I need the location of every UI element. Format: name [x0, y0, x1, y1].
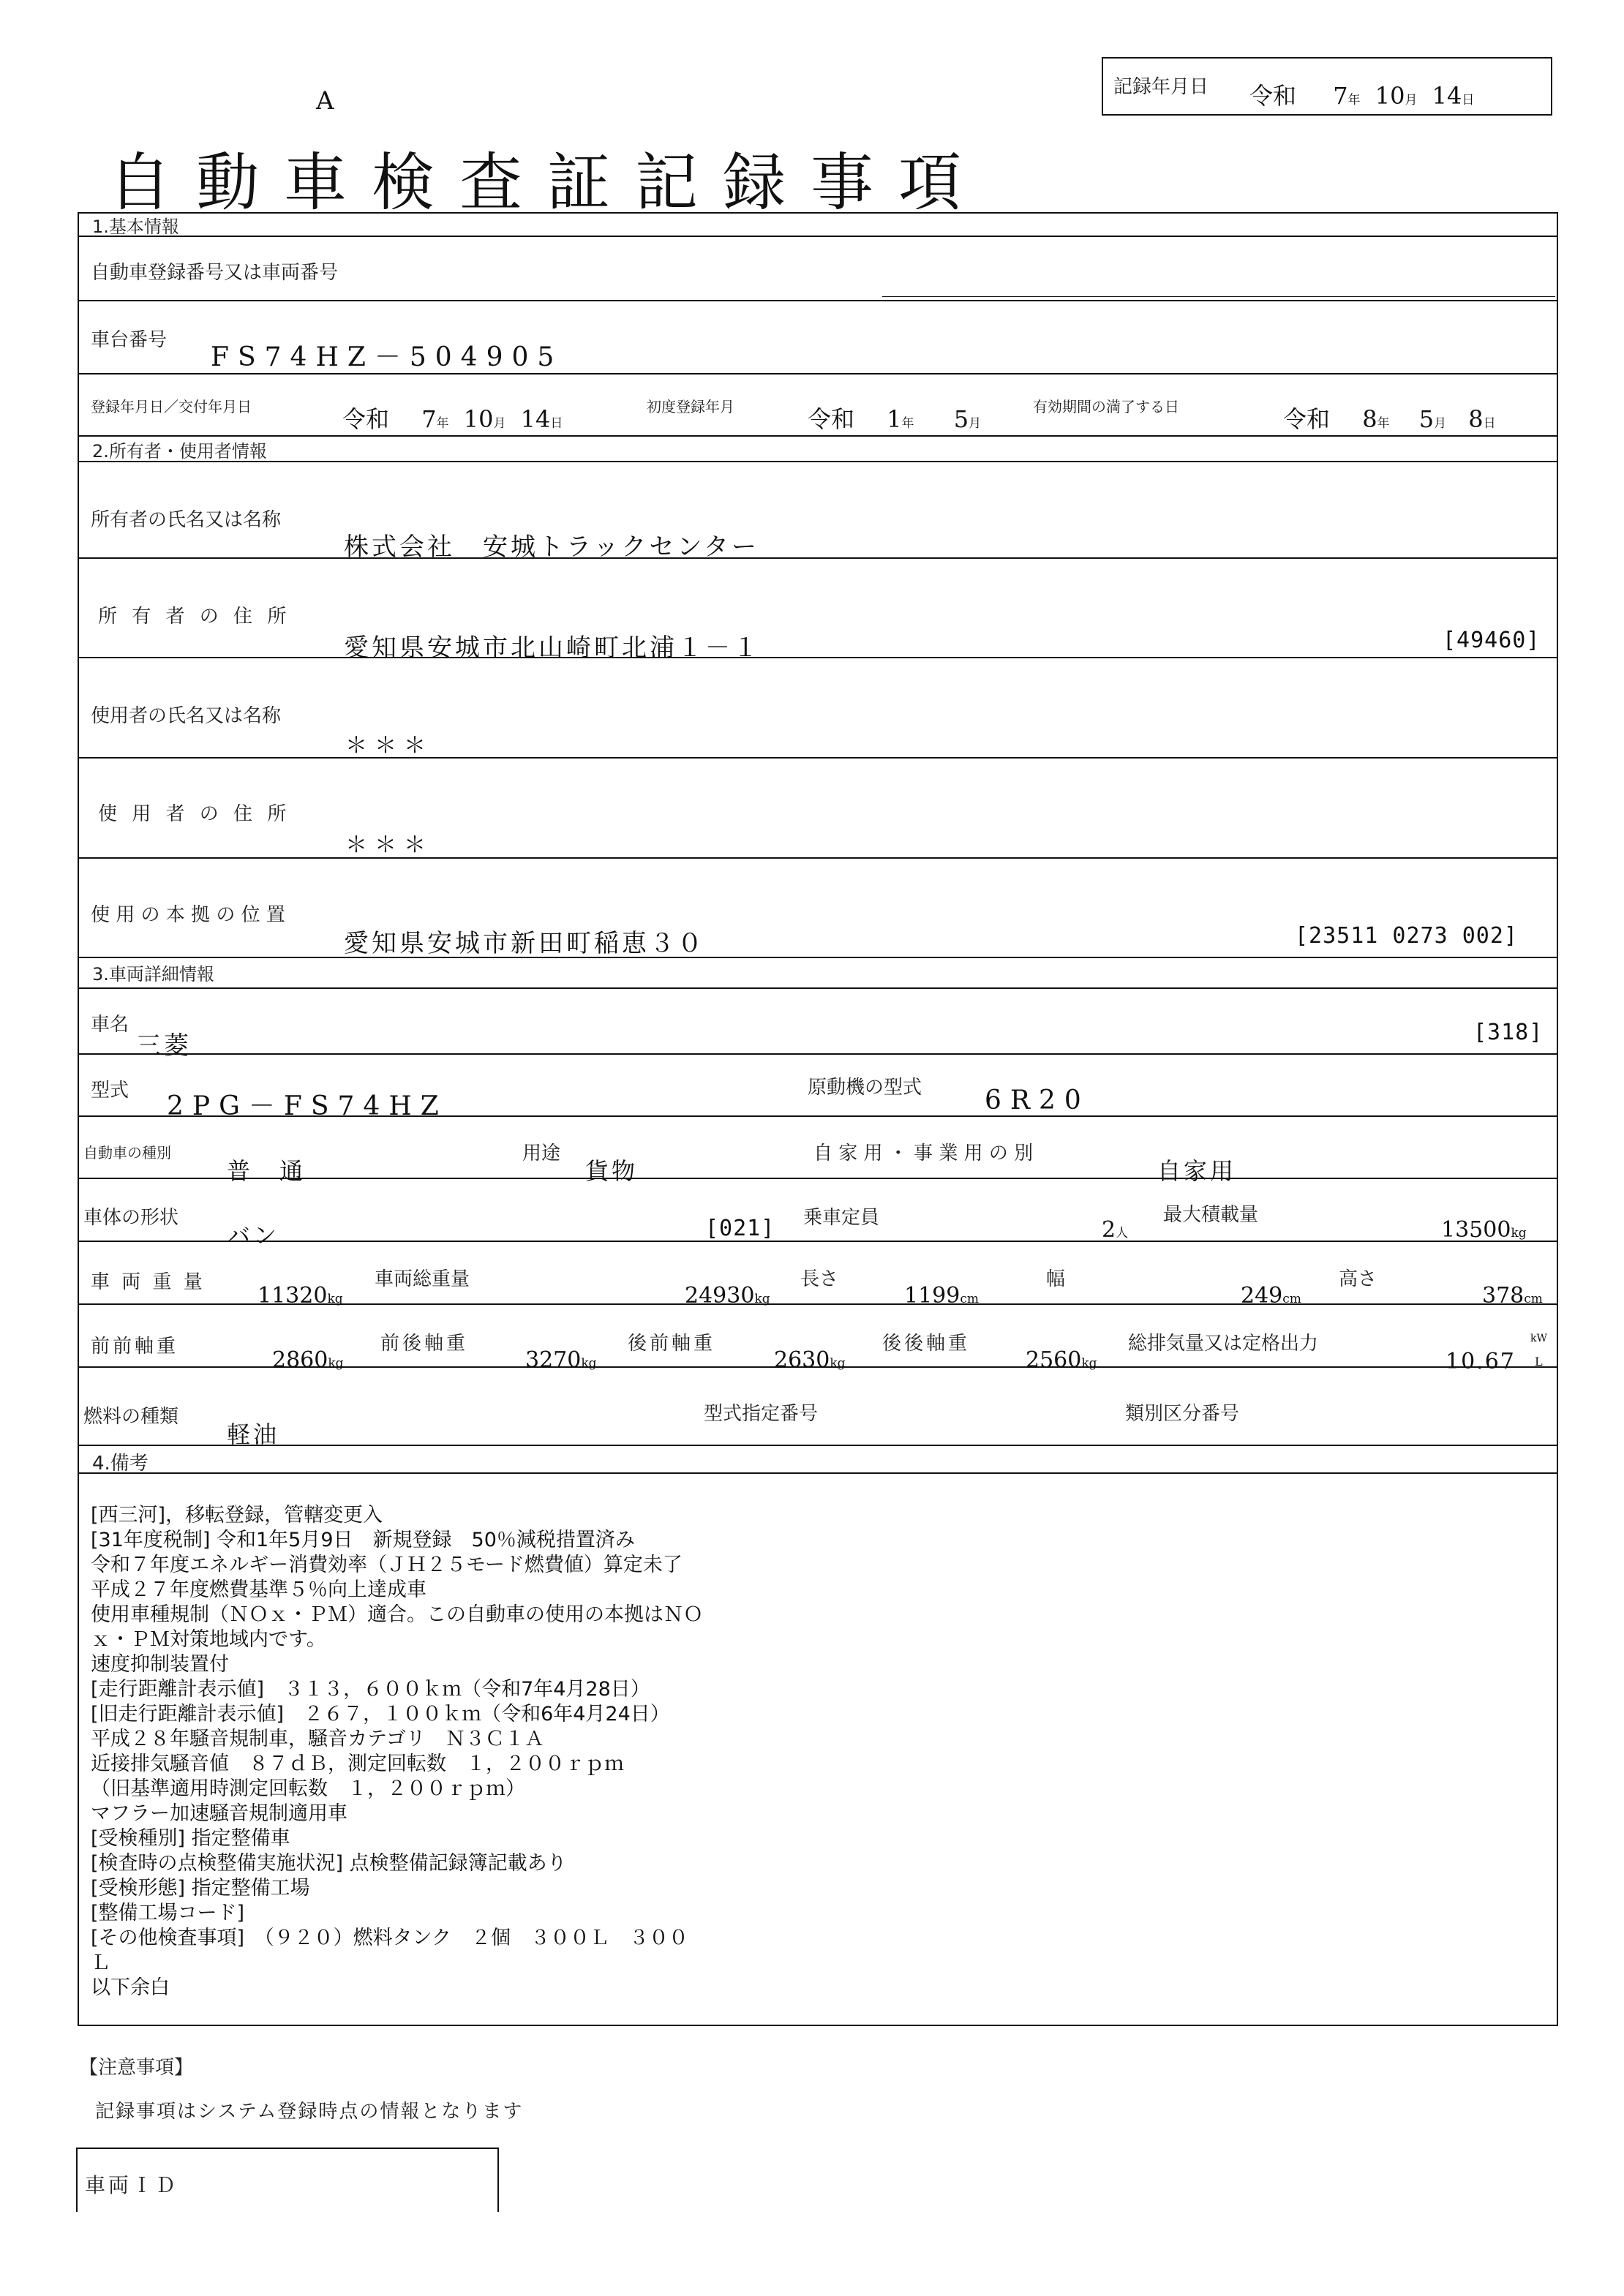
length-number: 1199	[904, 1283, 961, 1309]
remark-line: 以下余白	[91, 1976, 170, 1999]
expiry-day: 8	[1468, 405, 1484, 433]
record-date-label: 記録年月日	[1113, 76, 1209, 98]
gross-label: 車両総重量	[375, 1268, 470, 1290]
kind-label: 自動車の種別	[83, 1144, 171, 1162]
corner-mark: A	[316, 86, 334, 116]
capacity-value	[1102, 1217, 1128, 1243]
rule	[78, 957, 1558, 958]
reg-date-day: 14	[520, 405, 551, 433]
remark-line: [その他検査事項] （９２０）燃料タンク ２個 ３００Ｌ ３００	[91, 1927, 689, 1949]
remark-line: 平成２８年騒音規制車，騒音カテゴリ Ｎ３Ｃ１Ａ	[91, 1728, 544, 1750]
first-reg-era: 令和	[808, 405, 855, 433]
vehicle-id-label: 車両ＩＤ	[85, 2173, 179, 2197]
height-number: 378	[1482, 1283, 1525, 1309]
vehicle-name: 三菱	[136, 1031, 192, 1061]
height-unit: cm	[1524, 1292, 1543, 1306]
record-date-month-unit: 月	[1405, 93, 1418, 108]
length-label: 長さ	[800, 1268, 839, 1290]
use-label: 用途	[522, 1143, 561, 1164]
owner-addr-code: [49460]	[1443, 628, 1541, 653]
notes-text: 記録事項はシステム登録時点の情報となります	[95, 2101, 524, 2123]
body-value: バン	[227, 1222, 280, 1249]
remark-line: 近接排気騒音値 ８７ｄＢ，測定回転数 １，２００ｒｐｍ	[91, 1753, 624, 1775]
remark-line: [旧走行距離計表示値] ２６７，１００ｋｍ（令和6年4月24日）	[91, 1703, 670, 1725]
ff-axle-value	[272, 1347, 344, 1373]
engine-label: 原動機の型式	[808, 1077, 922, 1099]
section-vehicle-header: 3.車両詳細情報	[92, 964, 214, 985]
remark-line: マフラー加速騒音規制適用車	[91, 1802, 347, 1825]
reg-date-year: 7	[421, 405, 437, 433]
first-reg-label: 初度登録年月	[647, 398, 734, 415]
rule	[78, 557, 1558, 559]
class-no-label: 類別区分番号	[1125, 1403, 1240, 1425]
remark-line: （旧基準適用時測定回転数 １，２００ｒｐｍ）	[91, 1777, 525, 1800]
rule	[78, 987, 1558, 989]
ff-axle-label: 前前軸重	[91, 1336, 179, 1358]
reg-date-day-unit: 日	[550, 416, 563, 431]
record-date-year-unit: 年	[1347, 93, 1361, 108]
capacity-number: 2	[1102, 1217, 1116, 1243]
fuel-value: 軽油	[227, 1420, 280, 1448]
ff-axle-unit: kg	[328, 1356, 344, 1371]
rr-axle-value	[1026, 1347, 1097, 1373]
vehicle-name-label: 車名	[91, 1014, 129, 1036]
section-remarks-header: 4.備考	[92, 1453, 149, 1475]
reg-date-era: 令和	[342, 405, 390, 433]
owner-name: 株式会社 安城トラックセンター	[344, 532, 759, 562]
weight-unit: kg	[327, 1292, 343, 1306]
expiry-month-unit: 月	[1434, 416, 1447, 431]
reg-date-label: 登録年月日／交付年月日	[91, 398, 252, 415]
first-reg-month: 5	[953, 405, 969, 433]
first-reg-value	[808, 401, 981, 434]
rf-axle-unit: kg	[830, 1356, 846, 1371]
length-value	[904, 1283, 979, 1309]
max-load-label: 最大積載量	[1163, 1204, 1259, 1226]
reg-date-year-unit: 年	[436, 416, 449, 431]
rr-axle-label: 後後軸重	[882, 1333, 971, 1355]
rule	[78, 435, 1558, 437]
base-label: 使 用 の 本 拠 の 位 置	[91, 904, 285, 926]
remark-line: [整備工場コード]	[91, 1902, 245, 1924]
remark-line: [西三河]，移転登録，管轄変更入	[91, 1504, 383, 1527]
section-basic-header: 1.基本情報	[92, 217, 179, 237]
remark-line: 平成２７年度燃費基準５％向上達成車	[91, 1578, 426, 1601]
record-date-year: 7	[1333, 82, 1348, 110]
rule	[78, 461, 1558, 462]
max-load-value	[1441, 1217, 1527, 1243]
engine-value: 6R20	[985, 1085, 1090, 1115]
rf-axle-number: 2630	[774, 1347, 830, 1373]
rule	[78, 657, 1558, 658]
fr-axle-label: 前後軸重	[380, 1333, 469, 1355]
remark-line: 速度抑制装置付	[91, 1653, 229, 1676]
weight-label: 車 両 重 量	[91, 1271, 206, 1293]
rule	[78, 236, 1558, 237]
rule	[78, 1053, 1558, 1055]
gross-number: 24930	[685, 1283, 755, 1309]
document-title: 自動車検査証記録事項	[108, 146, 986, 219]
kind-value: 普 通	[227, 1157, 307, 1185]
first-reg-month-unit: 月	[969, 416, 982, 431]
vehicle-name-code: [318]	[1473, 1020, 1544, 1045]
model-value: 2PG－FS74HZ	[167, 1091, 448, 1121]
weight-value	[257, 1283, 343, 1309]
expiry-label: 有効期間の満了する日	[1033, 398, 1179, 415]
rule	[78, 1241, 1558, 1242]
body-label: 車体の形状	[83, 1207, 179, 1229]
expiry-day-unit: 日	[1483, 416, 1496, 431]
private-value: 自家用	[1157, 1157, 1237, 1185]
fr-axle-unit: kg	[581, 1356, 597, 1371]
ff-axle-number: 2860	[272, 1347, 328, 1373]
remark-line: ｘ・ＰＭ対策地域内です。	[91, 1628, 326, 1651]
max-load-number: 13500	[1441, 1217, 1511, 1243]
width-number: 249	[1241, 1283, 1283, 1309]
remarks-list	[91, 1503, 1188, 2000]
displacement-value: 10.67	[1446, 1349, 1516, 1374]
record-date-month: 10	[1375, 82, 1405, 110]
expiry-year: 8	[1362, 405, 1377, 433]
chassis-label: 車台番号	[91, 329, 168, 351]
remark-line: [検査時の点検整備実施状況] 点検整備記録簿記載あり	[91, 1852, 567, 1875]
first-reg-year: 1	[887, 405, 902, 433]
notes-header: 【注意事項】	[79, 2057, 194, 2079]
height-label: 高さ	[1339, 1268, 1377, 1290]
chassis-value: FS74HZ－504905	[211, 342, 563, 372]
rule	[78, 757, 1558, 759]
expiry-year-unit: 年	[1377, 416, 1390, 431]
max-load-unit: kg	[1511, 1226, 1527, 1241]
expiry-month: 5	[1418, 405, 1435, 433]
rule	[78, 857, 1558, 859]
capacity-label: 乗車定員	[803, 1207, 880, 1229]
rf-axle-label: 後前軸重	[628, 1333, 716, 1355]
rr-axle-number: 2560	[1026, 1347, 1082, 1373]
record-date-era: 令和	[1249, 82, 1297, 110]
height-value	[1482, 1283, 1543, 1309]
remark-line: [受検種別] 指定整備車	[91, 1827, 290, 1850]
remark-line: [受検形態] 指定整備工場	[91, 1877, 310, 1900]
user-addr: ＊＊＊	[345, 832, 433, 858]
record-date-day-unit: 日	[1462, 93, 1475, 108]
weight-number: 11320	[257, 1283, 328, 1309]
owner-addr: 愛知県安城市北山崎町北浦１－１	[344, 633, 761, 663]
type-cert-label: 型式指定番号	[704, 1403, 819, 1425]
length-unit: cm	[960, 1292, 980, 1306]
displacement-unit-l: L	[1535, 1355, 1543, 1369]
user-name: ＊＊＊	[345, 733, 433, 759]
user-name-label: 使用者の氏名又は名称	[91, 705, 282, 727]
width-label: 幅	[1046, 1268, 1066, 1290]
reg-date-value	[342, 401, 563, 434]
remark-line: Ｌ	[91, 1951, 110, 1974]
record-date-value	[1249, 78, 1474, 111]
owner-addr-label: 所 有 者 の 住 所	[98, 606, 291, 628]
capacity-unit: 人	[1116, 1226, 1129, 1241]
base-addr: 愛知県安城市新田町稲恵３０	[344, 929, 705, 958]
expiry-era: 令和	[1283, 405, 1331, 433]
fr-axle-number: 3270	[525, 1347, 582, 1373]
use-value: 貨物	[585, 1157, 639, 1185]
rule	[78, 1445, 1558, 1446]
displacement-unit-kw: kW	[1530, 1333, 1547, 1344]
fr-axle-value	[525, 1347, 597, 1373]
record-date-day: 14	[1432, 82, 1462, 110]
gross-unit: kg	[754, 1292, 770, 1306]
displacement-label: 総排気量又は定格出力	[1128, 1333, 1319, 1355]
base-code: [23511 0273 002]	[1295, 923, 1518, 949]
section-owner-header: 2.所有者・使用者情報	[92, 441, 267, 462]
remark-line: [走行距離計表示値] ３１３，６００ｋｍ（令和7年4月28日）	[91, 1678, 650, 1701]
reg-date-month: 10	[463, 405, 494, 433]
private-label: 自 家 用 ・ 事 業 用 の 別	[813, 1143, 1034, 1164]
rule	[78, 300, 1558, 301]
reg-date-month-unit: 月	[493, 416, 506, 431]
user-addr-label: 使 用 者 の 住 所	[98, 803, 291, 825]
remark-line: 令和７年度エネルギー消費効率（ＪＨ２５モード燃費値）算定未了	[91, 1554, 683, 1576]
fuel-label: 燃料の種類	[83, 1406, 179, 1428]
rr-axle-unit: kg	[1081, 1356, 1097, 1371]
model-label: 型式	[91, 1080, 129, 1102]
body-code: [021]	[705, 1216, 775, 1241]
expiry-value	[1283, 401, 1496, 434]
reg-no-label: 自動車登録番号又は車両番号	[91, 262, 339, 284]
width-value	[1241, 1283, 1301, 1309]
remark-line: 使用車種規制（ＮＯｘ・ＰＭ）適合。この自動車の使用の本拠はＮＯ	[91, 1603, 703, 1626]
remark-line: [31年度税制] 令和1年5月9日 新規登録 50％減税措置済み	[91, 1529, 635, 1551]
width-unit: cm	[1282, 1292, 1301, 1306]
rule	[78, 1472, 1558, 1474]
gross-value	[685, 1283, 770, 1309]
first-reg-year-unit: 年	[901, 416, 914, 431]
owner-name-label: 所有者の氏名又は名称	[91, 509, 282, 531]
rf-axle-value	[774, 1347, 846, 1373]
reg-no-underline	[882, 296, 1555, 297]
